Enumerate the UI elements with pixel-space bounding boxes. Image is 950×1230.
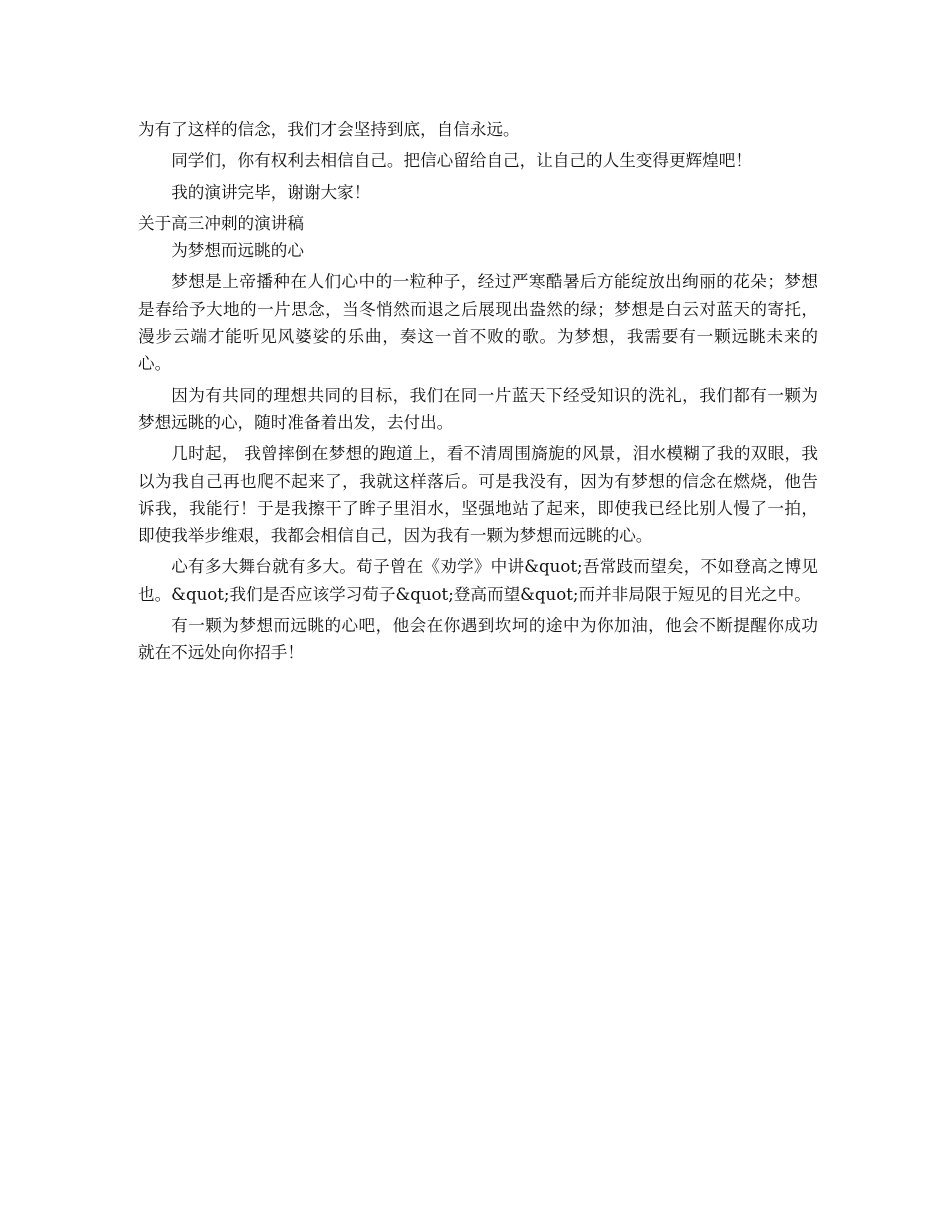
document-page [138, 116, 818, 667]
speech-title: 为梦想而远眺的心 [171, 241, 304, 261]
paragraph-1: 为有了这样的信念，我们才会坚持到底，自信永远。 [138, 120, 520, 139]
paragraph-2: 同学们，你有权利去相信自己。把信心留给自己，让自己的人生变得更辉煌吧！ [171, 151, 752, 171]
paragraph-6: 梦想是上帝播种在人们心中的一粒种子，经过严寒酷暑后方能绽放出绚丽的花朵；梦想是春给予大地的一片思念，当冬悄然而退之后展现出盎然的绿；梦想是白云对蓝天的寄托，漫步云端才能听见风婆娑的乐曲，奏这一首不败的歌。为梦想，我需要有一颗远眺未来的心。 [138, 272, 818, 374]
paragraph-7: 因为有共同的理想共同的目标，我们在同一片蓝天下经受知识的洗礼，我们都有一颗为梦想远眺的心，随时准备着出发，去付出。 [138, 385, 818, 432]
section-title: 关于高三冲刺的演讲稿 [138, 213, 304, 233]
paragraph-9: 心有多大舞台就有多大。荀子曾在《劝学》中讲&quot;吾常跂而望矣，不如登高之博见也。&quot;我们是否应该学习荀子&quot;登高而望&quot;而并非局限于短见的目光之中。 [138, 557, 818, 604]
paragraph-10: 有一颗为梦想而远眺的心吧，他会在你遇到坎坷的途中为你加油，他会不断提醒你成功就在不远处向你招手！ [138, 616, 818, 663]
paragraph-8: 几时起， 我曾摔倒在梦想的跑道上，看不清周围旖旎的风景，泪水模糊了我的双眼，我以为我自己再也爬不起来了，我就这样落后。可是我没有，因为有梦想的信念在燃烧，他告诉我，我能行！于是我擦干了眸子里泪水，坚强地站了起来，即使我已经比别人慢了一拍，即使我举步维艰，我都会相信自己，因为我有一颗为梦想而远眺的心。 [138, 444, 818, 546]
paragraph-3: 我的演讲完毕，谢谢大家！ [171, 182, 371, 202]
